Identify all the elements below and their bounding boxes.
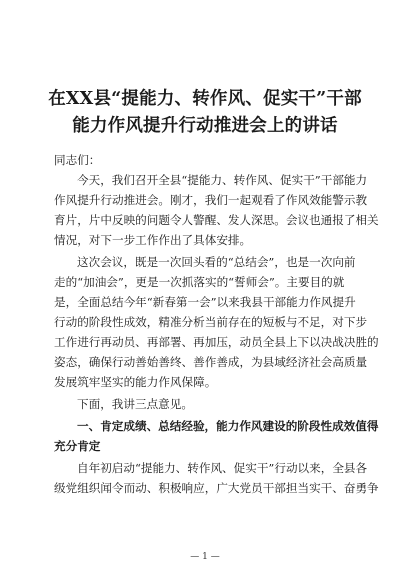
body-line: 走的“加油会”，更是一次抓落实的“誓师会”。主要目的就 [54, 275, 345, 289]
body-line: 级党组织闻令而动、积极响应，广大党员干部担当实干、奋勇争 [54, 481, 379, 495]
body-line: 这次会议，既是一次回头看的“总结会”，也是一次向前 [77, 255, 356, 269]
body-line: 自年初启动“提能力、转作风、促实干”行动以来，全县各 [77, 461, 368, 475]
body-line: 行动的阶段性成效，精准分析当前存在的短板与不足，对下步 [54, 315, 368, 329]
body-line: 是，全面总结今年“新春第一会”以来我县干部能力作风提升 [54, 295, 356, 309]
body-line: 作风提升行动推进会。刚才，我们一起观看了作风效能警示教 [54, 193, 368, 207]
body-line: 情况，对下一步工作作出了具体安排。 [54, 233, 252, 247]
body-line: 发展筑牢坚实的能力作风保障。 [54, 375, 217, 389]
page-number: — 1 — [190, 552, 220, 562]
document-title-line-1: 在XX县“提能力、转作风、促实干”干部 [48, 89, 362, 109]
body-line: 育片，片中反映的问题令人警醒、发人深思。会议也通报了相关 [54, 213, 379, 227]
body-line: 工作进行再动员、再部署、再加压，动员全县上下以决战决胜的 [54, 335, 379, 349]
section-heading: 充分肯定 [54, 439, 101, 453]
salutation: 同志们： [54, 153, 101, 167]
section-heading: 一、肯定成绩、总结经验，能力作风建设的阶段性成效值得 [77, 419, 379, 433]
body-line: 姿态，确保行动善始善终、善作善成，为县域经济社会高质量 [54, 355, 368, 369]
body-line: 下面，我讲三点意见。 [77, 397, 193, 411]
document-title-line-2: 能力作风提升行动推进会上的讲话 [72, 116, 338, 136]
body-line: 今天，我们召开全县“提能力、转作风、促实干”干部能力 [77, 173, 368, 187]
